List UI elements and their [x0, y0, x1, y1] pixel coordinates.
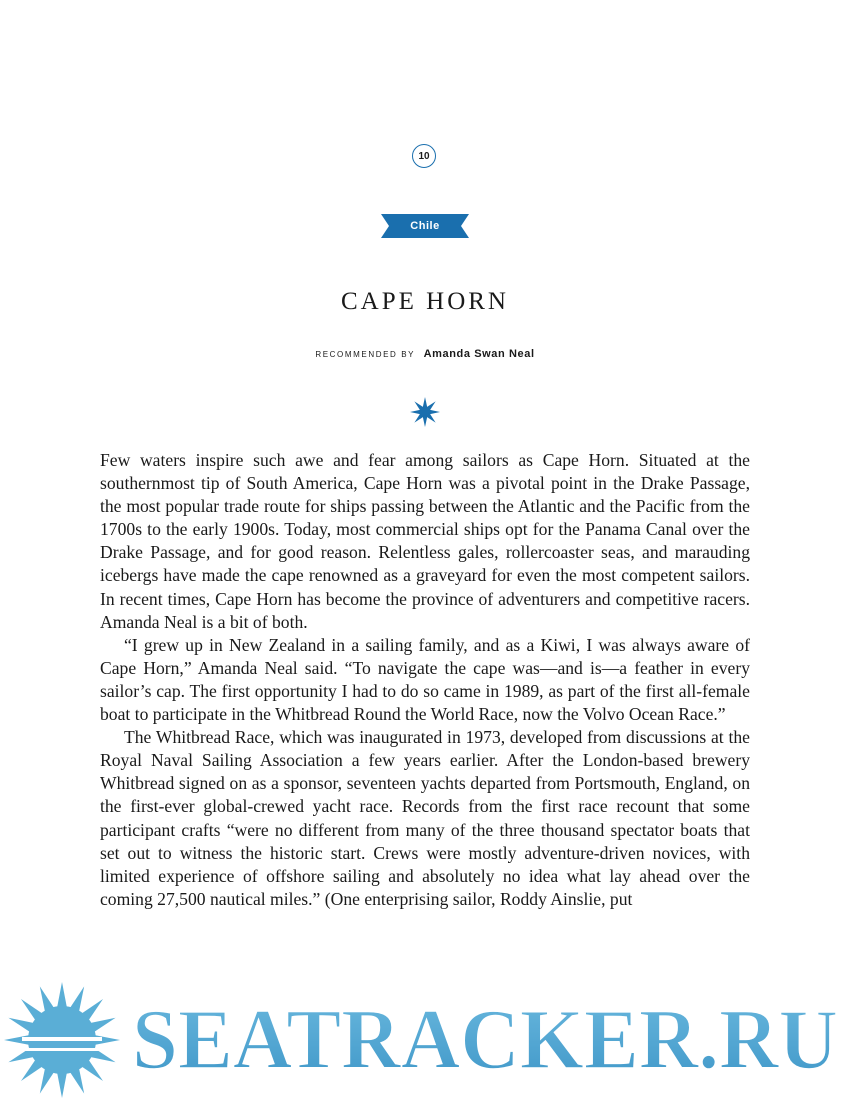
- page-number: 10: [418, 150, 430, 162]
- body-paragraph: Few waters inspire such awe and fear among sailors as Cape Horn. Situated at the southernmost tip of South America, Cape Horn was a pivotal point in the Drake Passage, the most popular trade route for ships passing between the Atlantic and the Pacific from the 1700s to the early 1900s. Today, most commercial ships opt for the Panama Canal over the Drake Passage, and for good reason. Relentless gales, rollercoaster seas, and marauding icebergs have made the cape renowned as a graveyard for even the most competent sailors. In recent times, Cape Horn has become the province of adventurers and competitive racers. Amanda Neal is a bit of both.: [100, 450, 750, 632]
- country-label: Chile: [410, 220, 440, 232]
- country-banner: [381, 214, 469, 238]
- page-number-badge: [412, 144, 436, 168]
- recommender-name: Amanda Swan Neal: [423, 348, 535, 360]
- seatracker-watermark: [0, 976, 850, 1100]
- body-text: [100, 449, 750, 911]
- chapter-title: CAPE HORN: [341, 288, 509, 315]
- sun-logo-icon: [4, 982, 120, 1098]
- star-ornament-icon: [409, 396, 441, 428]
- recommended-by-prefix: RECOMMENDED BY: [315, 350, 416, 359]
- recommended-by-line: [0, 344, 850, 362]
- body-paragraph: “I grew up in New Zealand in a sailing family, and as a Kiwi, I was always aware of Cape Horn,” Amanda Neal said. “To navigate the cape was—and is—a feather in every sailor’s cap. The first opportunity I had to do so came in 1989, as part of the first all-female boat to participate in the Whitbread Round the World Race, now the Volvo Ocean Race.”: [100, 634, 750, 725]
- watermark-text: SEATRACKER.RU: [132, 991, 838, 1087]
- body-paragraph: The Whitbread Race, which was inaugurated in 1973, developed from discussions at the Royal Naval Sailing Association a few years earlier. After the London-based brewery Whitbread signed on as a sponsor, seventeen yachts departed from Portsmouth, England, on the first-ever global-crewed yacht race. Records from the first race recount that some participant crafts “were no different from many of the three thousand spectator boats that set out to witness the historic start. Crews were mostly adventure-driven novices, with limited experience of offshore sailing and absolutely no idea what lay ahead over the coming 27,500 nautical miles.” (One enterprising sailor, Roddy Ainslie, put: [100, 727, 750, 909]
